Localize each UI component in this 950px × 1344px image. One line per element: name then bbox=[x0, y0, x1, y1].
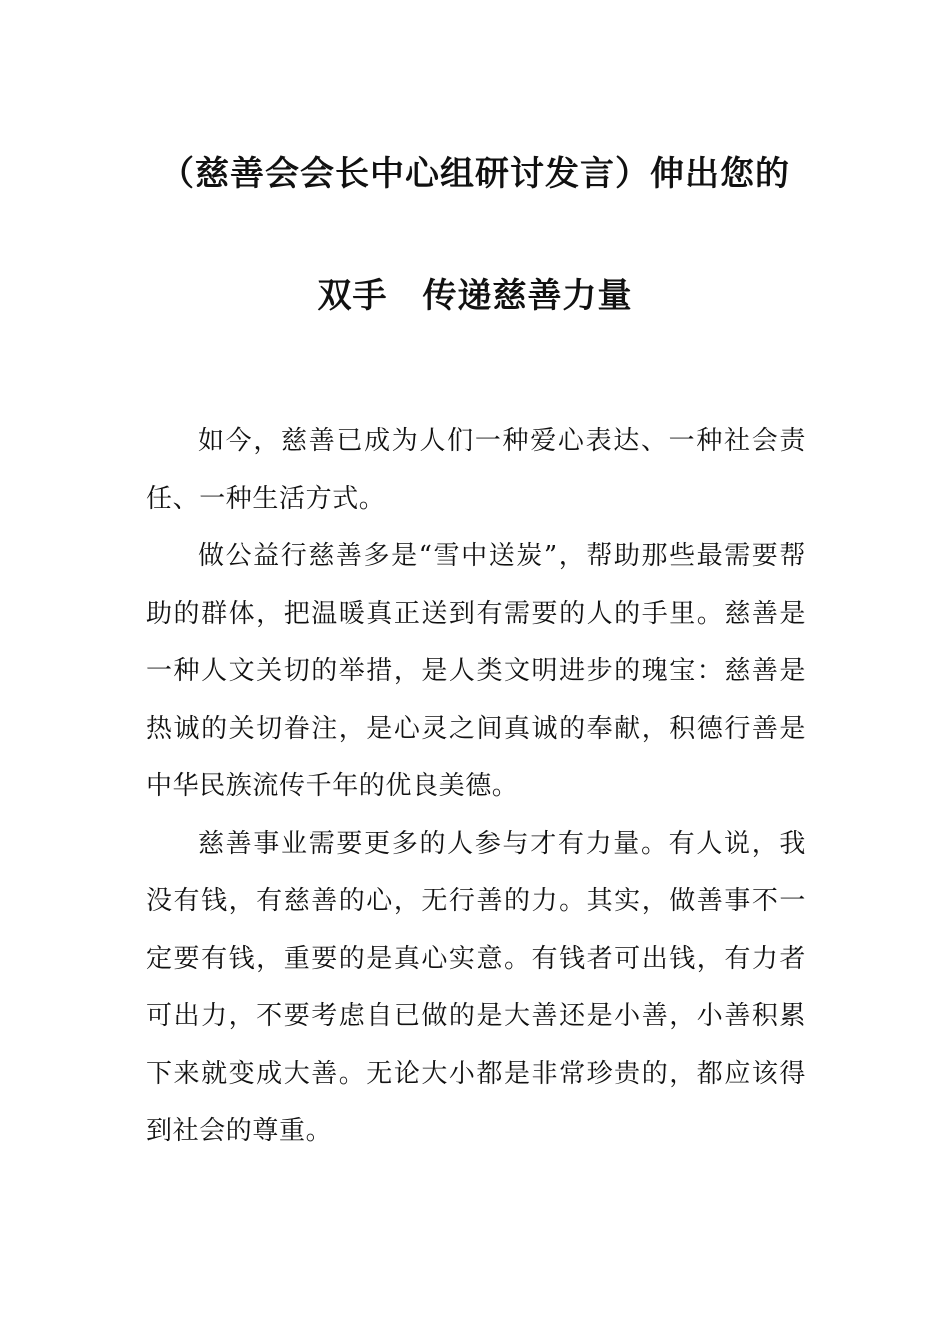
paragraph-2: 做公益行慈善多是“雪中送炭”，帮助那些最需要帮助的群体，把温暖真正送到有需要的人的手里。慈善是一种人文关切的举措，是人类文明进步的瑰宝：慈善是热诚的关切眷注，是心灵之间真诚的奉献，积德行善是中华民族流传千年的优良美德。 bbox=[146, 541, 806, 801]
paragraph-1: 如今，慈善已成为人们一种爱心表达、一种社会责任、一种生活方式。 bbox=[146, 426, 806, 514]
document-title-line-2: 双手 传递慈善力量 bbox=[317, 276, 633, 316]
paragraph-3: 慈善事业需要更多的人参与才有力量。有人说，我没有钱，有慈善的心，无行善的力。其实，做善事不一定要有钱，重要的是真心实意。有钱者可出钱，有力者可出力，不要考虑自已做的是大善还是小善，小善积累下来就变成大善。无论大小都是非常珍贵的，都应该得到社会的尊重。 bbox=[146, 828, 806, 1146]
document-body bbox=[146, 413, 806, 1161]
document-title-line-1: （慈善会会长中心组研讨发言）伸出您的 bbox=[160, 154, 790, 194]
